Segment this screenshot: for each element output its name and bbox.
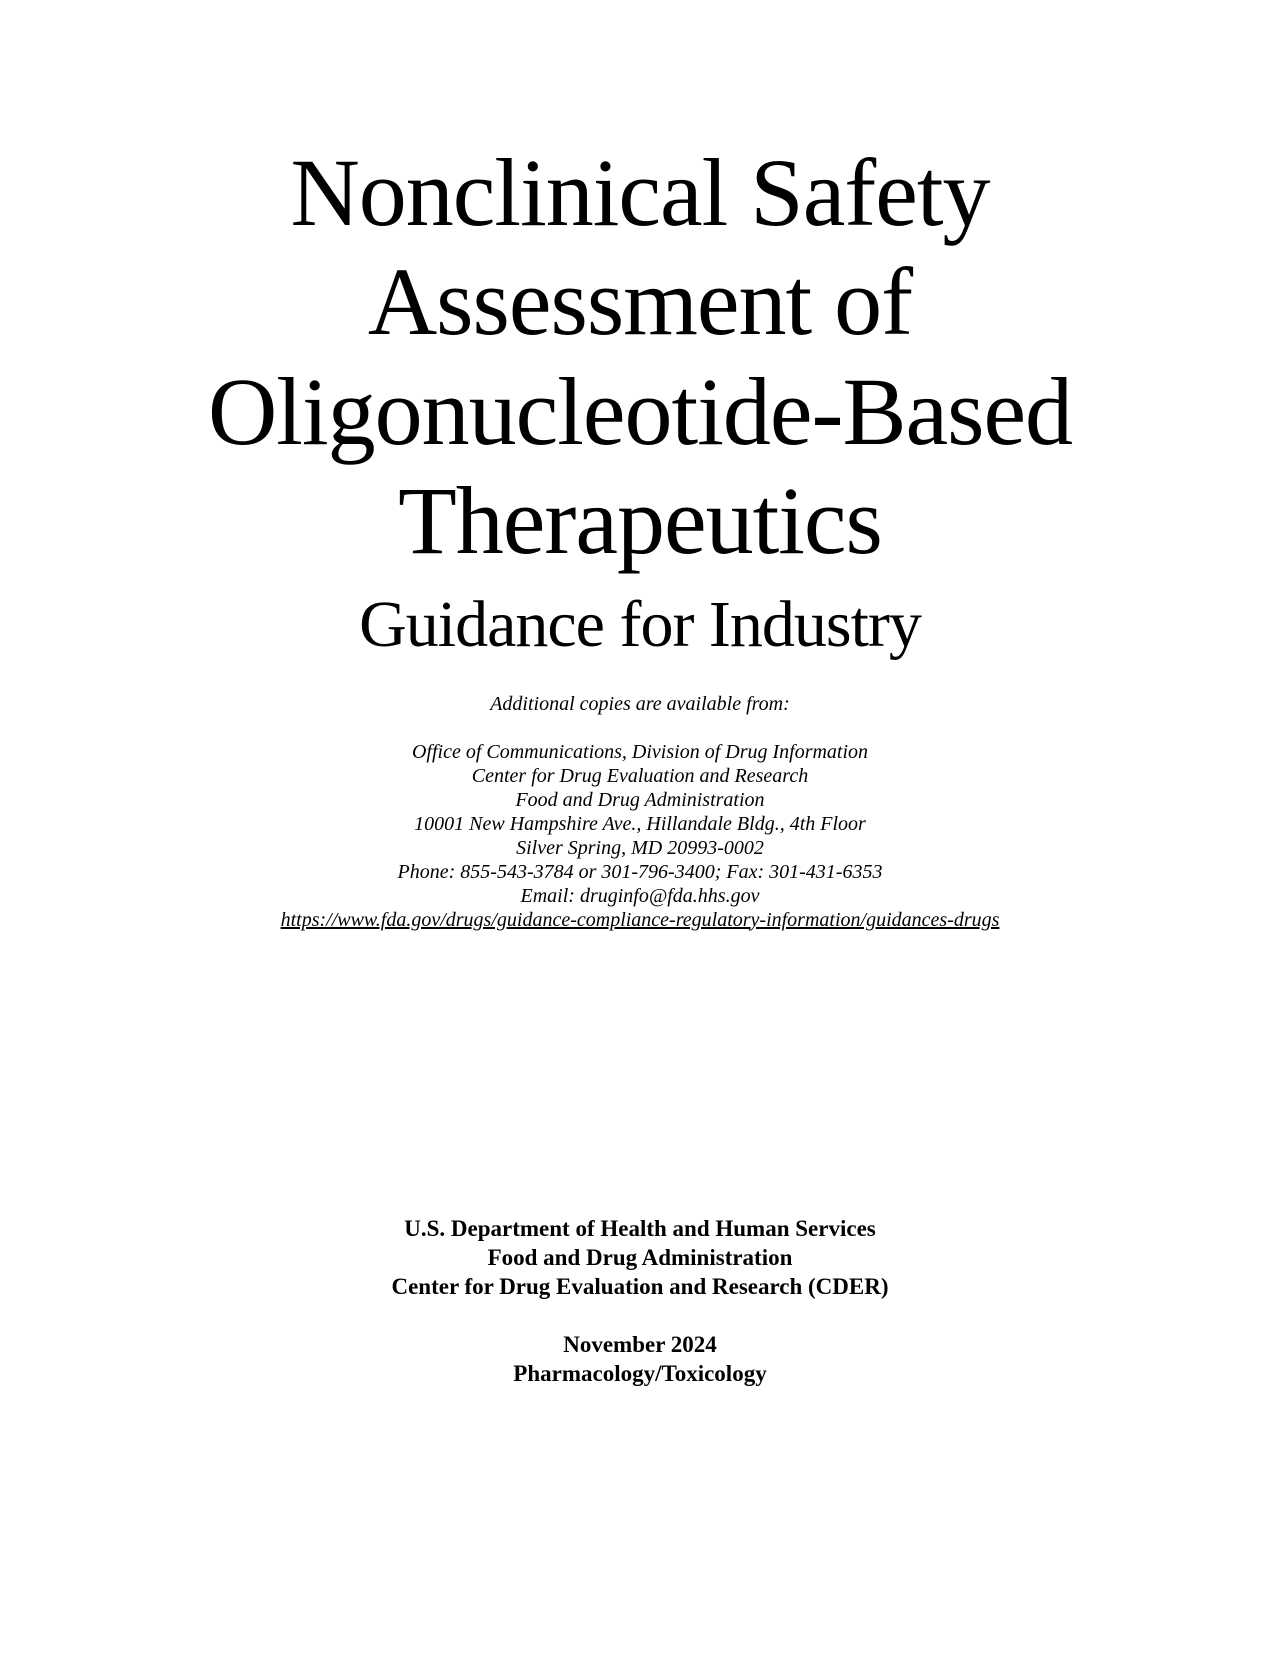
publication-block <box>0 1330 1280 1388</box>
distribution-url-row <box>0 908 1280 932</box>
title-line: Oligonucleotide-Based <box>207 357 1073 465</box>
distribution-line-street: 10001 New Hampshire Ave., Hillandale Bldg., 4th Floor <box>414 812 866 835</box>
title-line: Assessment of <box>367 248 913 356</box>
distribution-line-agency: Food and Drug Administration <box>515 788 765 811</box>
publication-category: Pharmacology/Toxicology <box>513 1360 767 1386</box>
issuer-line-cder: Center for Drug Evaluation and Research (CDER) <box>391 1273 889 1299</box>
guidances-url-link[interactable]: https://www.fda.gov/drugs/guidance-compliance-regulatory-information/guidances-drugs <box>280 908 1000 931</box>
publication-date: November 2024 <box>563 1331 717 1357</box>
distribution-line-office: Office of Communications, Division of Drug Information <box>411 740 869 763</box>
distribution-line-city: Silver Spring, MD 20993-0002 <box>516 836 764 859</box>
issuer-line-fda: Food and Drug Administration <box>487 1244 793 1270</box>
distribution-block <box>0 692 1280 932</box>
document-title <box>0 0 1280 576</box>
distribution-line-phone: Phone: 855-543-3784 or 301-796-3400; Fax: 301-431-6353 <box>397 860 883 883</box>
distribution-line-center: Center for Drug Evaluation and Research <box>471 764 809 787</box>
title-line: Nonclinical Safety <box>290 139 990 246</box>
issuer-line-hhs: U.S. Department of Health and Human Services <box>404 1215 876 1241</box>
document-subtitle: Guidance for Industry <box>359 587 921 661</box>
distribution-intro: Additional copies are available from: <box>490 692 790 715</box>
issuer-block <box>0 1214 1280 1301</box>
title-line: Therapeutics <box>398 467 882 575</box>
distribution-line-email: Email: druginfo@fda.hhs.gov <box>520 884 760 907</box>
